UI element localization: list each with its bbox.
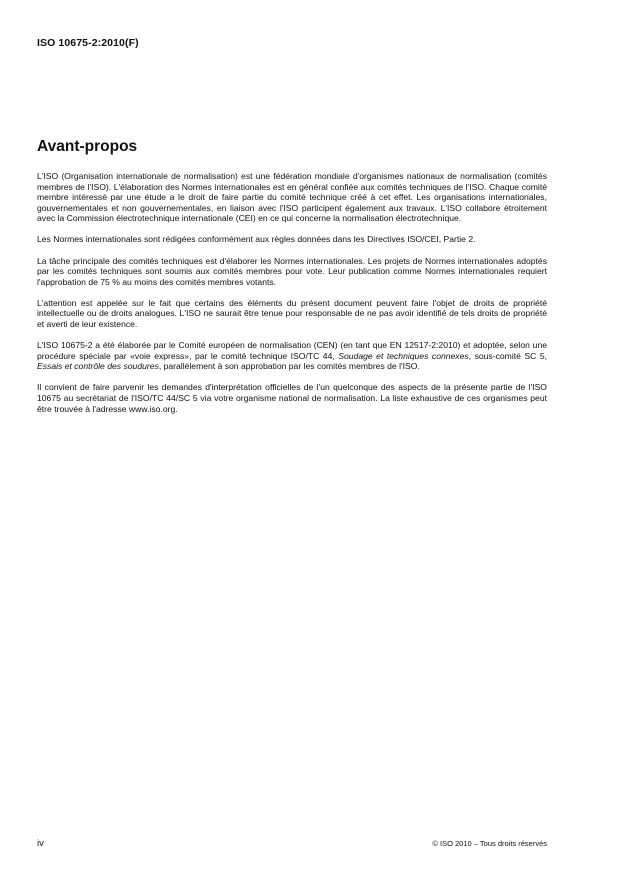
preparation-text-3: , parallèlement à son approbation par les comités membres de l'ISO. (158, 361, 420, 372)
paragraph-technical-committees: La tâche principale des comités techniques est d'élaborer les Normes internationales. Les projets de Normes internationales adoptés par les comités techniques sont soumis aux comités membres pour vote. Leur publication comme Normes internationales requiert l'approbation de 75 % au moins des comités membres votants. (37, 255, 547, 287)
subcommittee-title: Essais et contrôle des soudures (37, 361, 159, 372)
copyright-notice: © ISO 2010 – Tous droits réservés (432, 839, 547, 848)
page-number: iv (37, 838, 44, 849)
paragraph-patent-rights: L'attention est appelée sur le fait que certains des éléments du présent document peuvent faire l'objet de droits de propriété intellectuelle ou de droits analogues. L'ISO ne saurait être tenue pour responsable de ne pas avoir identifié de tels droits de propriété et averti de leur existence. (37, 297, 547, 330)
paragraph-preparation (37, 340, 547, 372)
foreword-body (37, 171, 547, 425)
preparation-text-1: L'ISO 10675-2 a été élaborée par le Comité européen de normalisation (CEN) (en tant que EN 12517-2:2010) et adoptée, selon une procédure spéciale par «voie express», par le comité technique ISO/TC 44, (37, 340, 547, 361)
paragraph-directives: Les Normes internationales sont rédigées conformément aux règles données dans les Directives ISO/CEI, Partie 2. (37, 234, 476, 245)
page-title: Avant-propos (37, 138, 138, 155)
preparation-text-2: , sous-comité SC 5, (468, 350, 548, 361)
paragraph-interpretation-requests: Il convient de faire parvenir les demandes d'interprétation officielles de l'un quelconque des aspects de la présente partie de l'ISO 10675 au secrétariat de l'ISO/TC 44/SC 5 via votre organisme national de normalisation. La liste exhaustive de ces organismes peut être trouvée à l'adresse www.iso.org. (37, 382, 547, 414)
paragraph-iso-organisation: L'ISO (Organisation internationale de normalisation) est une fédération mondiale d'organismes nationaux de normalisation (comités membres de l'ISO). L'élaboration des Normes internationales est en général confiée aux comités techniques de l'ISO. Chaque comité membre intéressé par une étude a le droit de faire partie du comité technique créé à cet effet. Les organisations internationales, gouvernementales et non gouvernementales, en liaison avec l'ISO participent également aux travaux. L'ISO collabore étroitement avec la Commission électrotechnique internationale (CEI) en ce qui concerne la normalisation électrotechnique. (37, 171, 547, 224)
document-id-header: ISO 10675-2:2010(F) (37, 37, 139, 49)
committee-title: Soudage et techniques connexes (338, 350, 469, 361)
